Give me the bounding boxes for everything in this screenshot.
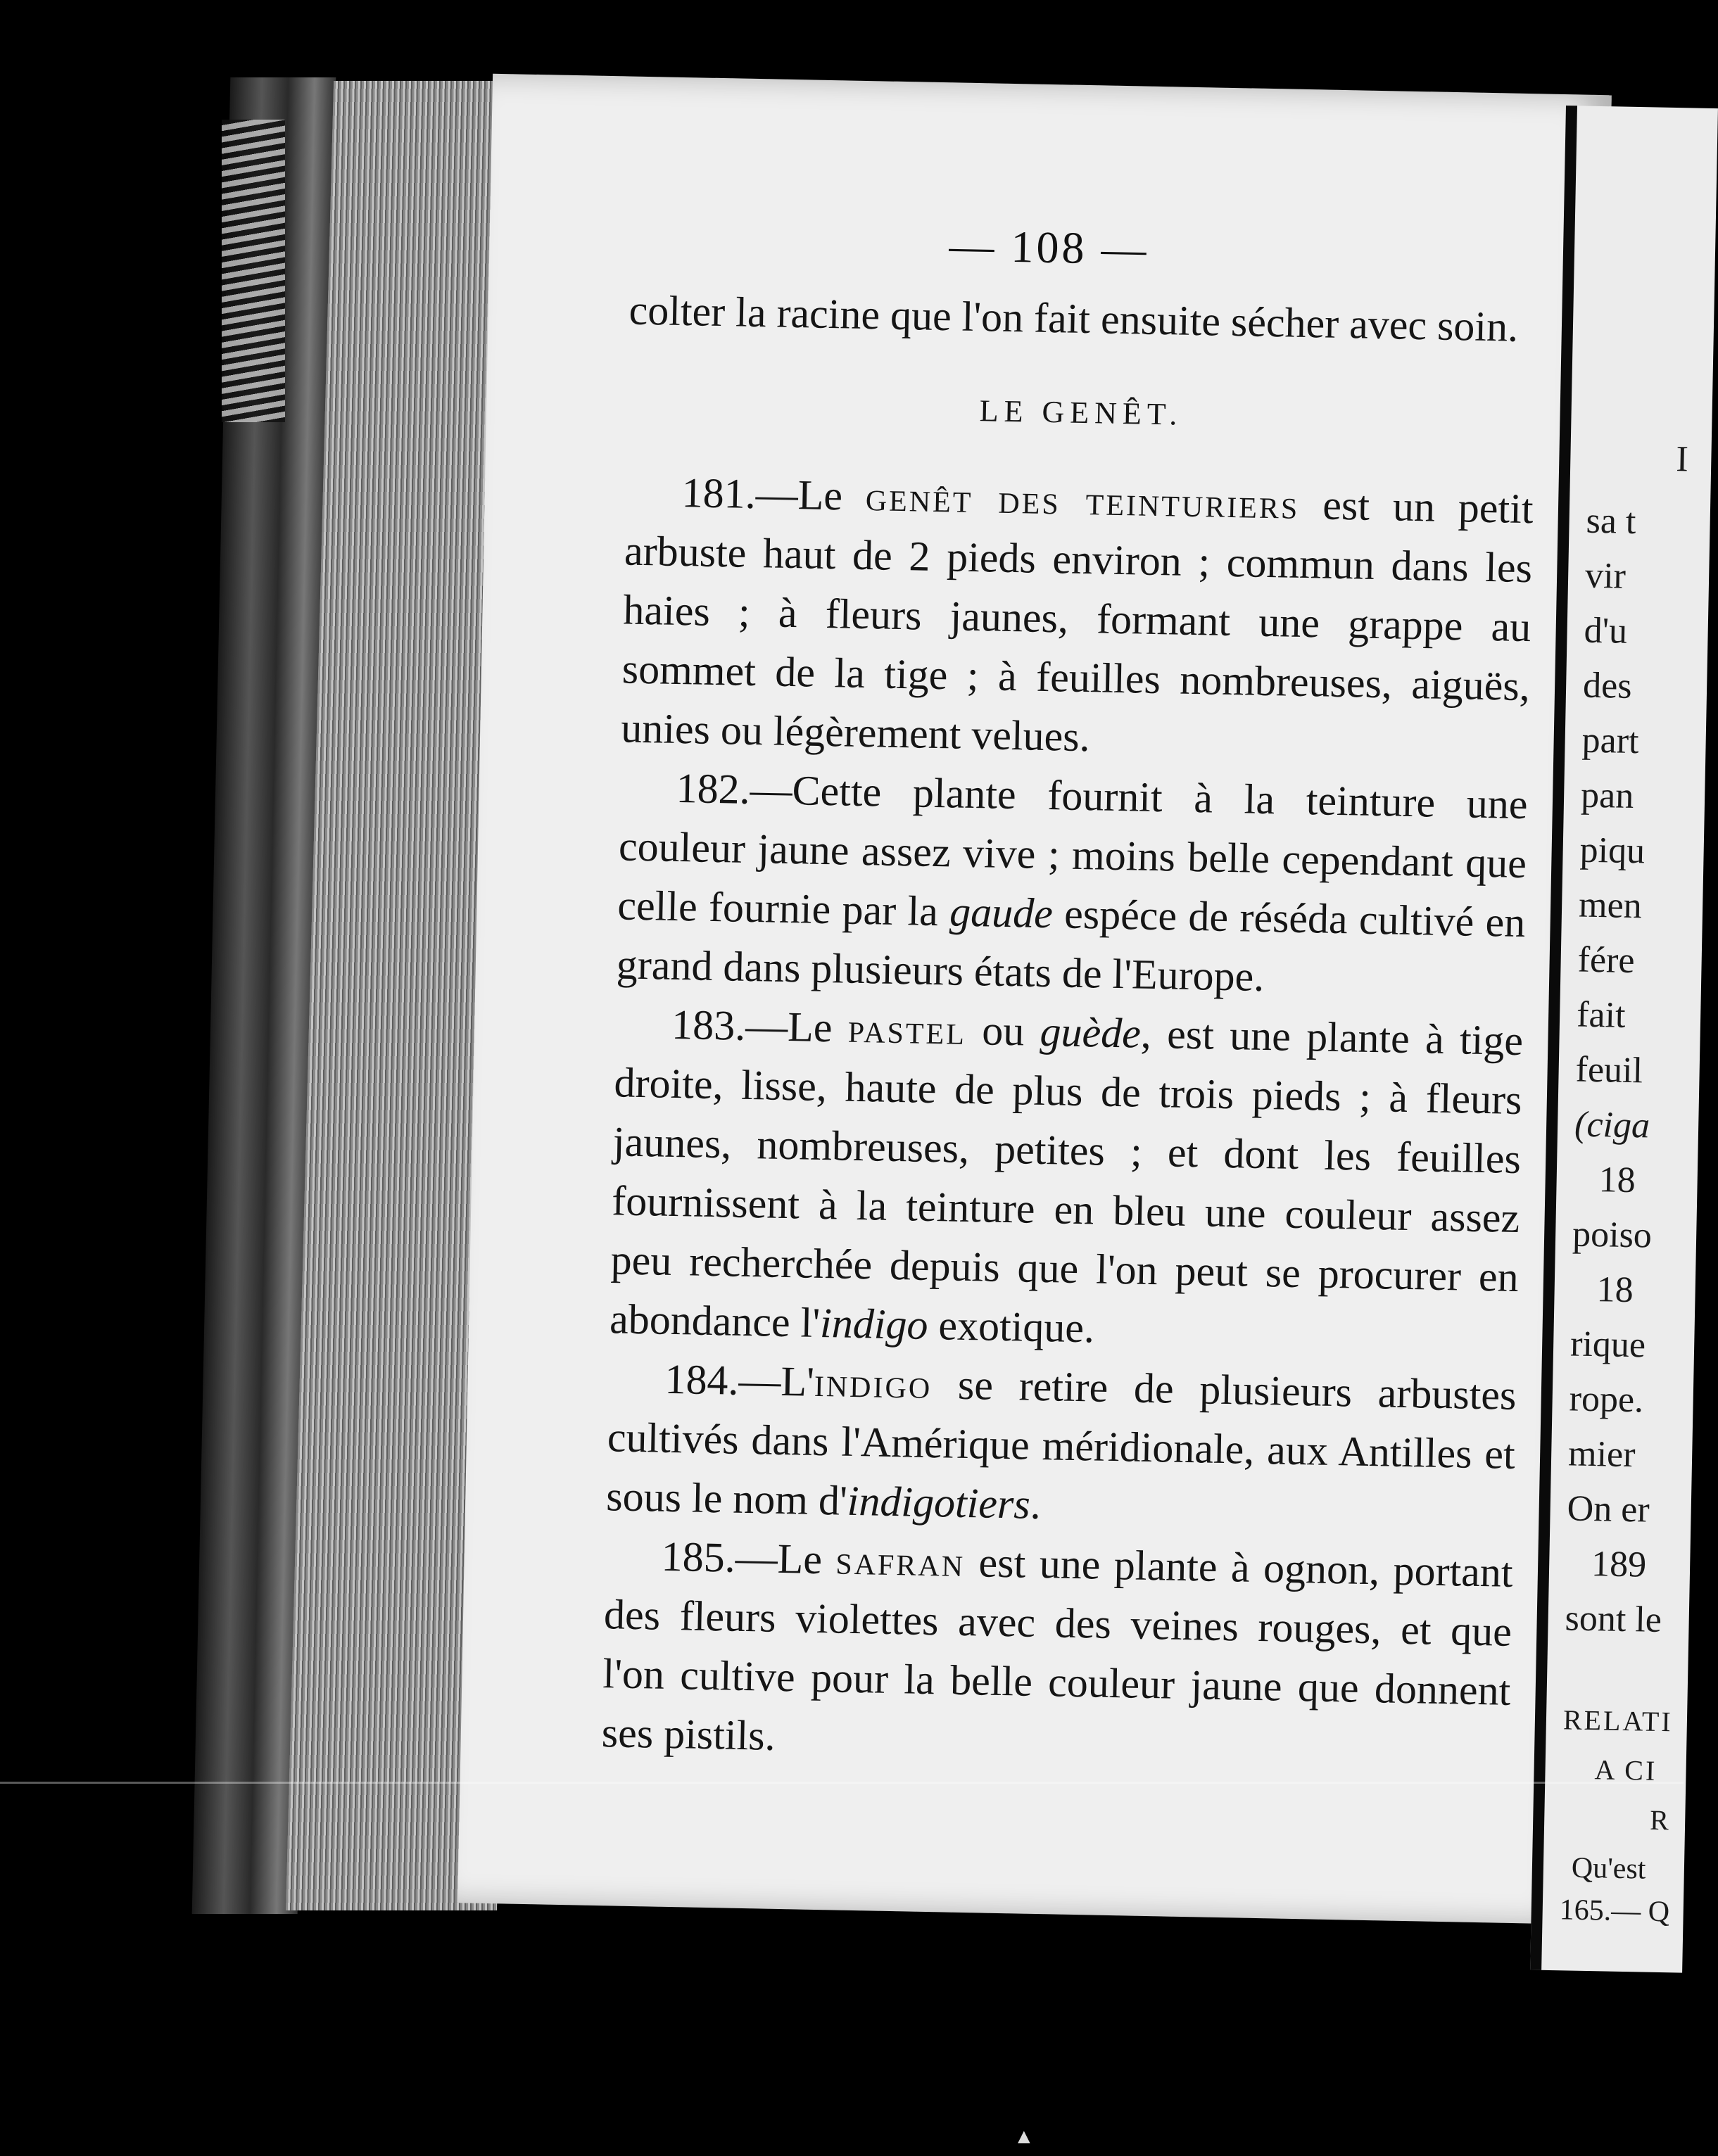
next-page-fragment: poiso <box>1572 1214 1653 1256</box>
paragraph-182: 182.—Cette plante fournit à la teinture une couleur jaune assez vive ; moins belle cependant que celle fournie par la gaude espéce de réséda cultivé en grand dans plusieurs états de l'Europe. <box>616 764 1529 1001</box>
paragraph-185: 185.—Le safran est une plante à ognon, portant des fleurs violettes avec des veines rouges, et que l'on cultive pour la belle couleur jaune que donnent ses pistils. <box>601 1533 1514 1759</box>
italic-term: indigotiers <box>847 1477 1031 1528</box>
scan-speck: ▲ <box>1013 2125 1035 2148</box>
paragraph-183: 183.—Le pastel ou guède, est une plante à tige droite, lisse, haute de plus de trois pieds ; à fleurs jaunes, nombreuses, petites ; et dont les feuilles fournissent à la teinture en bleu une couleur assez peu recherchée depuis que l'on peut se procurer en abondance l'indigo exotique. <box>609 1001 1524 1352</box>
next-page-fragment: piqu <box>1579 830 1646 872</box>
next-page-fragment: R <box>1649 1803 1672 1837</box>
next-page-fragment: fait <box>1576 994 1627 1036</box>
italic-term: guède <box>1040 1008 1142 1057</box>
next-page-fragment: fére <box>1577 939 1636 982</box>
next-page-fragment: part <box>1581 720 1640 762</box>
paragraph-number: 184.— <box>664 1355 782 1404</box>
next-page-fragment: sa t <box>1586 500 1636 543</box>
page-body <box>601 281 1537 1780</box>
term: indigo <box>814 1358 933 1408</box>
next-page-fragment: 18 <box>1598 1160 1636 1201</box>
next-page-fragment: RELATI <box>1562 1704 1674 1738</box>
next-page-fragment: men <box>1578 884 1643 927</box>
next-page-fragment: (ciga <box>1574 1104 1650 1146</box>
next-page-fragment: rique <box>1569 1324 1646 1366</box>
page-number: — 108 — <box>948 220 1150 274</box>
term: genêt des teinturiers <box>865 473 1301 528</box>
next-page-fragment: sont le <box>1565 1598 1662 1641</box>
paragraph-number: 182.— <box>676 764 793 814</box>
paragraph-number: 181.— <box>681 469 799 519</box>
italic-term: gaude <box>949 888 1054 937</box>
next-page-fragment: Qu'est <box>1571 1851 1646 1886</box>
term: pastel <box>847 1004 967 1053</box>
spine-ornament <box>222 120 285 422</box>
italic-term: indigo <box>819 1299 929 1348</box>
section-title: LE GENÊT. <box>979 393 1183 432</box>
term: safran <box>835 1536 966 1586</box>
paragraph-184: 184.—L'indigo se retire de plusieurs arbustes cultivés dans l'Amérique méridionale, aux Antilles et sous le nom d'indigotiers. <box>605 1355 1517 1528</box>
next-page-fragment: 18 <box>1596 1269 1634 1311</box>
paragraph-number: 185.— <box>661 1533 778 1582</box>
next-page-fragment: 165.— Q <box>1559 1894 1670 1929</box>
next-page-fragment: A CI <box>1594 1754 1657 1787</box>
book-page <box>457 74 1612 1924</box>
paragraph-number: 183.— <box>671 1001 788 1051</box>
continuation-text: colter la racine que l'on fait ensuite sécher avec soin. <box>629 286 1519 350</box>
next-page-fragment: 189 <box>1591 1544 1647 1585</box>
next-page-fragment: rope. <box>1569 1378 1644 1421</box>
next-page-fragment: des <box>1582 665 1633 706</box>
next-page-fragment: On er <box>1567 1488 1650 1530</box>
next-page-fragment: feuil <box>1575 1049 1643 1091</box>
paragraph-181: 181.—Le genêt des teinturiers est un petit arbuste haut de 2 pieds environ ; commun dans les haies ; à fleurs jaunes, formant une grappe au sommet de la tige ; à feuilles nombreuses, aiguës, unies ou légèrement velues. <box>620 469 1534 761</box>
scan-artifact-line <box>0 1782 1684 1784</box>
next-page-fragment: mier <box>1567 1433 1636 1476</box>
next-page-fragment: I <box>1675 439 1689 480</box>
next-page-fragment: pan <box>1580 775 1634 817</box>
next-page-fragment: d'u <box>1584 610 1628 652</box>
next-page-fragment: vir <box>1584 555 1627 597</box>
